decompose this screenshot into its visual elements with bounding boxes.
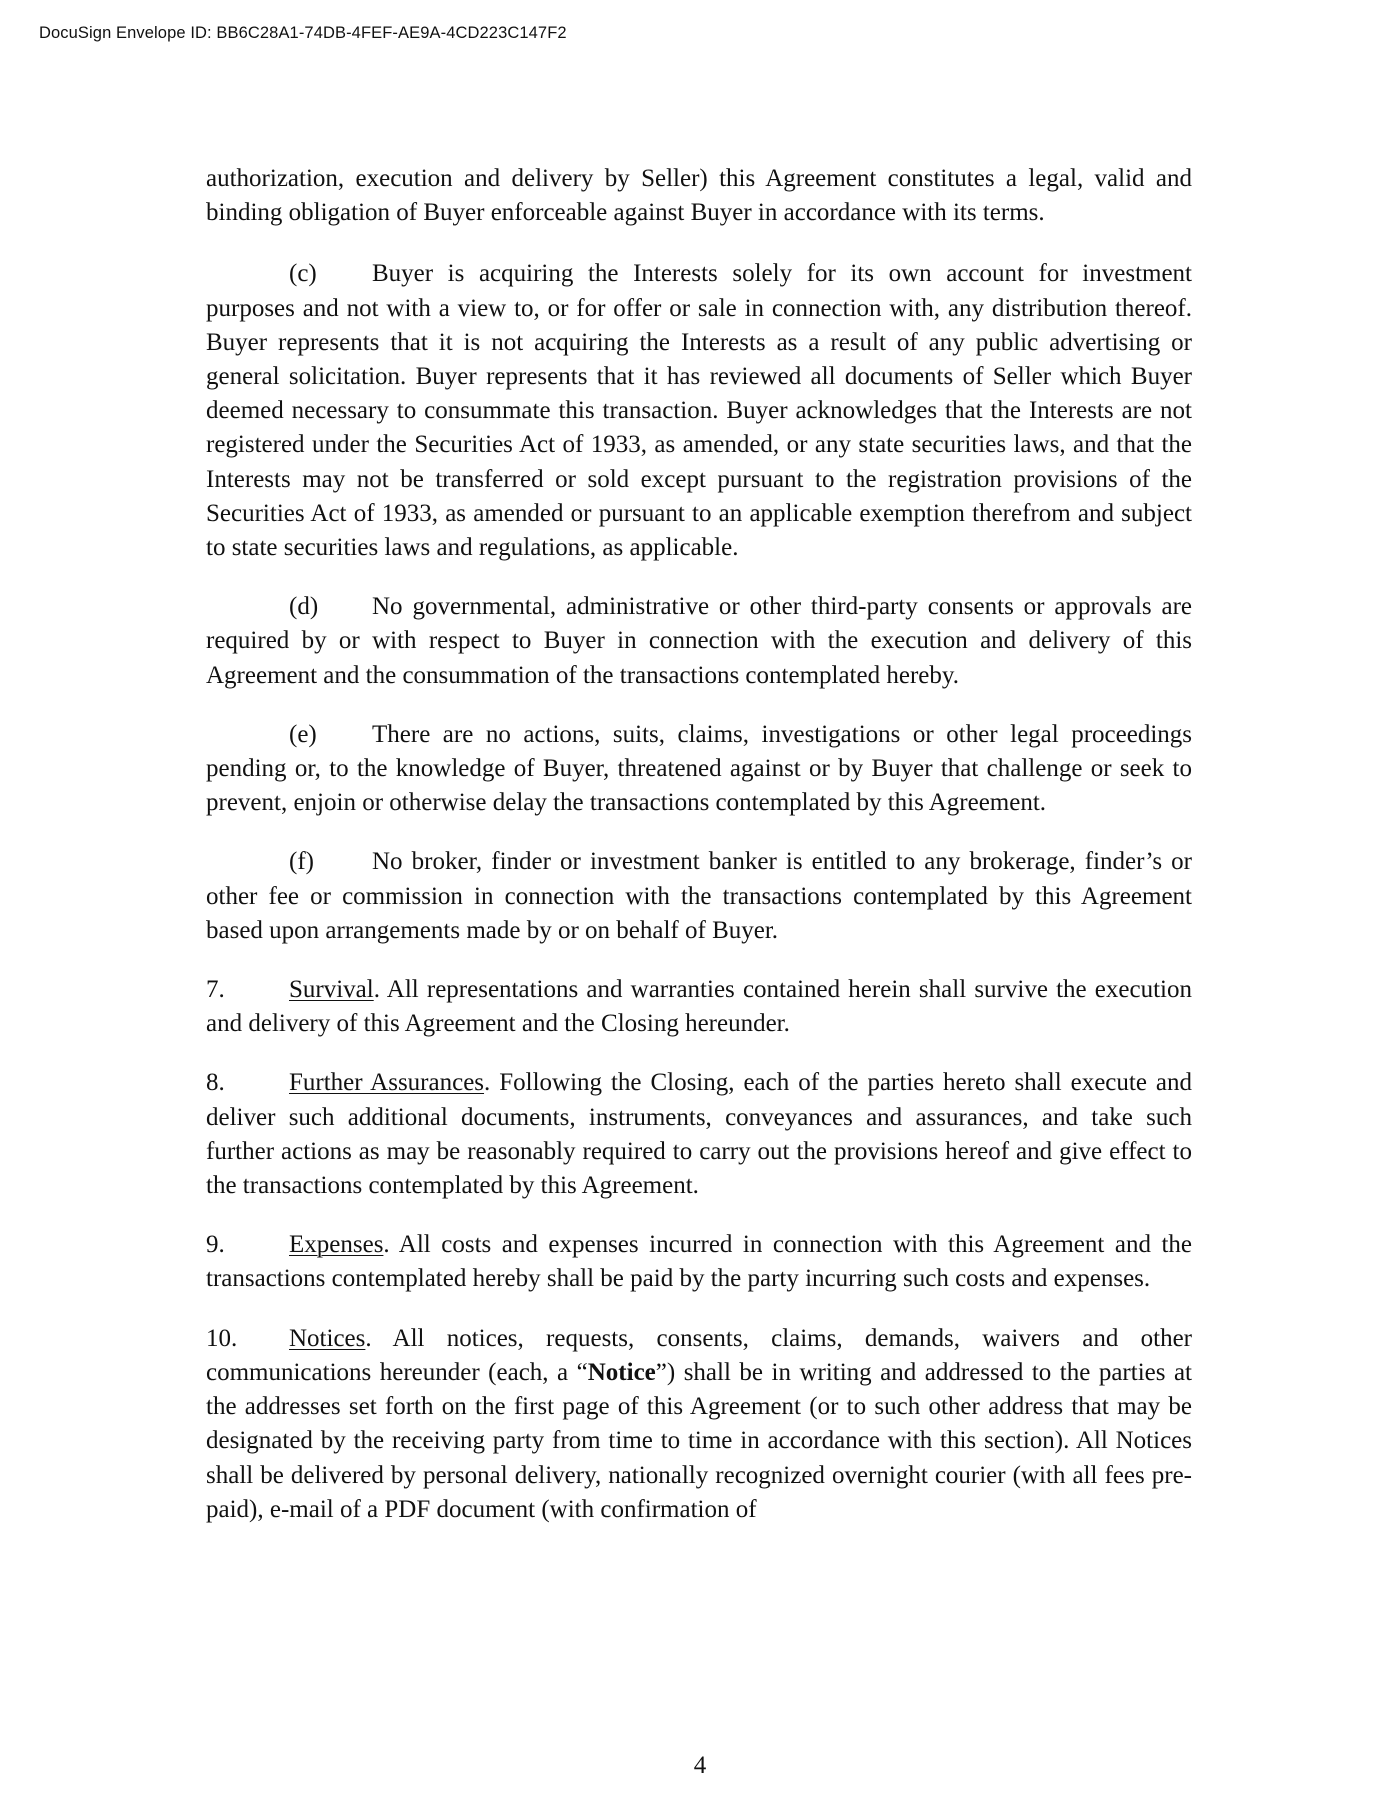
- clause-label-d: (d): [289, 593, 319, 621]
- section-heading-further-assurances: Further Assurances: [289, 1069, 485, 1097]
- section-number-10: 10.: [206, 1324, 238, 1352]
- section-number-7: 7.: [206, 976, 225, 1004]
- section-text-8: . Following the Closing, each of the parties hereto shall execute and deliver such additional documents, instruments, conveyances and assurances, and take such further actions as may be reasonably required to carry out the provisions hereof and give effect to the transactions contemplated by this Agreement.: [206, 1069, 1192, 1200]
- clause-text-d: No governmental, administrative or other third-party consents or approvals are required by or with respect to Buyer in connection with the execution and delivery of this Agreement and the consummation of the transactions contemplated hereby.: [206, 593, 1192, 689]
- section-heading-survival: Survival: [289, 976, 374, 1004]
- paragraph-continuation: authorization, execution and delivery by Seller) this Agreement constitutes a legal, valid and binding obligation of Buyer enforceable against Buyer in accordance with its terms.: [206, 165, 1192, 227]
- document-body: [206, 162, 1192, 1527]
- section-7-survival: [206, 973, 1192, 1041]
- paragraph-e: [206, 718, 1192, 821]
- clause-text-e: There are no actions, suits, claims, investigations or other legal proceedings pending or, to the knowledge of Buyer, threatened against or by Buyer that challenge or seek to prevent, enjoin or otherwise delay the transactions contemplated by this Agreement.: [206, 720, 1192, 817]
- section-text-10-before: . All notices, requests, consents, claims, demands, waivers and other communications hereunder (each, a “: [206, 1324, 1192, 1386]
- section-text-9: . All costs and expenses incurred in connection with this Agreement and the transactions contemplated hereby shall be paid by the party incurring such costs and expenses.: [206, 1231, 1192, 1293]
- paragraph-f: [206, 845, 1192, 948]
- clause-label-f: (f): [289, 848, 314, 876]
- section-heading-expenses: Expenses: [289, 1231, 384, 1259]
- clause-label-c: (c): [289, 260, 317, 288]
- section-10-notices: [206, 1322, 1192, 1527]
- docusign-envelope-id: DocuSign Envelope ID: BB6C28A1-74DB-4FEF-AE9A-4CD223C147F2: [39, 24, 567, 42]
- section-9-expenses: [206, 1228, 1192, 1296]
- section-text-10-after: ”) shall be in writing and addressed to the parties at the addresses set forth on the first page of this Agreement (or to such other address that may be designated by the receiving party from time to time in accordance with this section). All Notices shall be delivered by personal delivery, nationally recognized overnight courier (with all fees pre-paid), e-mail of a PDF document (with confirmation of: [206, 1358, 1193, 1523]
- defined-term-notice: Notice: [587, 1358, 656, 1386]
- section-8-further-assurances: [206, 1066, 1192, 1203]
- paragraph-c: [206, 257, 1192, 565]
- page-number: 4: [693, 1752, 707, 1779]
- section-heading-notices: Notices: [289, 1324, 366, 1352]
- clause-label-e: (e): [289, 720, 317, 748]
- clause-text-f: No broker, finder or investment banker is entitled to any brokerage, finder’s or other fee or commission in connection with the transactions contemplated by this Agreement based upon arrangements made by or on behalf of Buyer.: [206, 848, 1192, 944]
- clause-text-c: Buyer is acquiring the Interests solely for its own account for investment purposes and not with a view to, or for offer or sale in connection with, any distribution thereof. Buyer represents that it is not acquiring the Interests as a result of any public advertising or general solicitation. Buyer represents that it has reviewed all documents of Seller which Buyer deemed necessary to consummate this transaction. Buyer acknowledges that the Interests are not registered under the Securities Act of 1933, as amended, or any state securities laws, and that the Interests may not be transferred or sold except pursuant to the registration provisions of the Securities Act of 1933, as amended or pursuant to an applicable exemption therefrom and subject to state securities laws and regulations, as applicable.: [206, 260, 1192, 562]
- paragraph-d: [206, 590, 1192, 693]
- section-number-8: 8.: [206, 1069, 225, 1097]
- section-text-7: . All representations and warranties contained herein shall survive the execution and delivery of this Agreement and the Closing hereunder.: [206, 976, 1192, 1038]
- section-number-9: 9.: [206, 1231, 225, 1259]
